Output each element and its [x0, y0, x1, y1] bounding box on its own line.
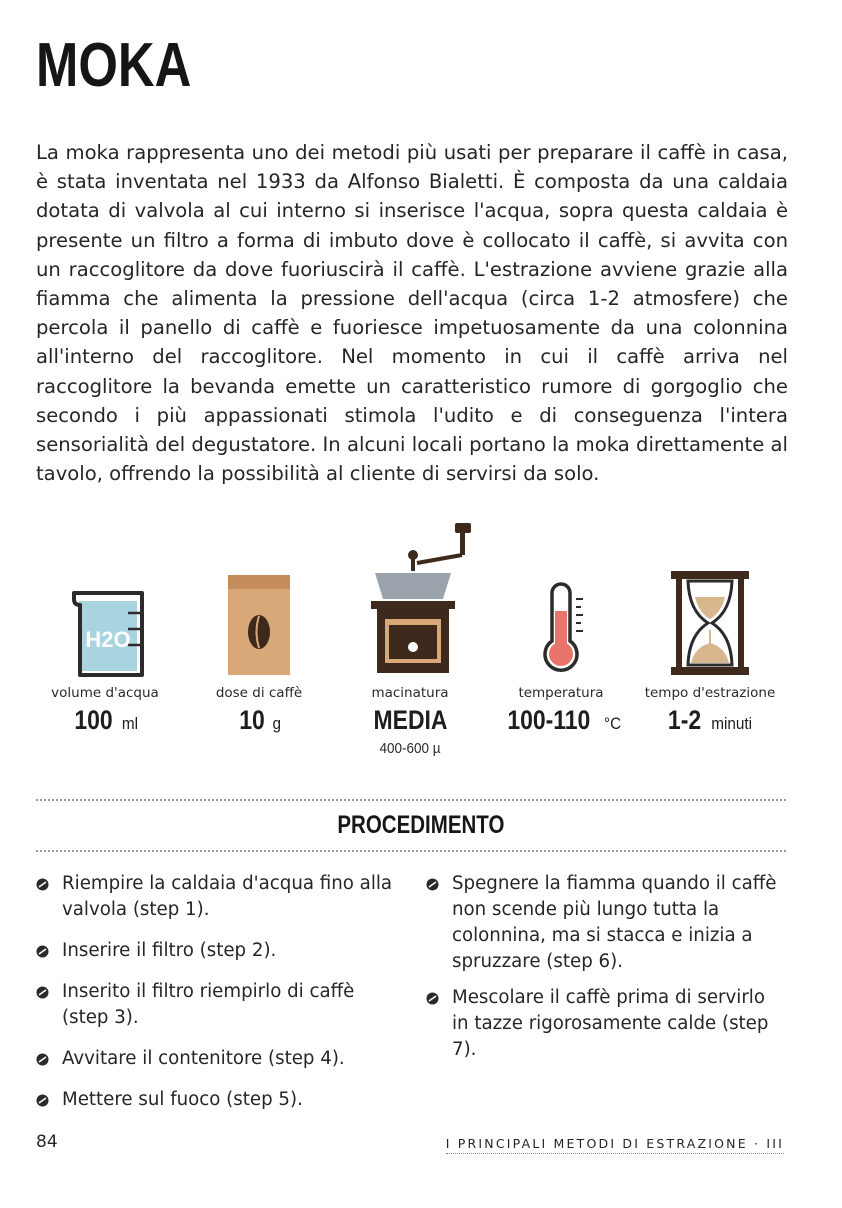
- param-temperature-label: temperatura: [518, 685, 604, 701]
- list-item: [36, 871, 396, 923]
- param-water-value: [30, 705, 180, 736]
- param-water-label: volume d'acqua: [51, 685, 159, 701]
- param-dose-label: dose di caffè: [215, 685, 303, 701]
- bullet-icon: [36, 878, 49, 891]
- page-number: 84: [36, 1132, 58, 1152]
- param-grind-value: [335, 705, 485, 736]
- procedure-list-right: [426, 871, 786, 1073]
- param-water-unit: ml: [121, 714, 139, 733]
- page-title: MOKA: [36, 31, 192, 100]
- step-text: Riempire la caldaia d'acqua fino alla valvola (step 1).: [62, 873, 393, 920]
- param-time-number: 1-2: [668, 705, 702, 735]
- measuring-jug-icon: [30, 515, 180, 680]
- step-text: Avvitare il contenitore (step 4).: [62, 1048, 345, 1069]
- param-temperature-unit: °C: [603, 714, 621, 733]
- coffee-bag-icon: [184, 515, 334, 680]
- procedure-title: [0, 811, 842, 840]
- bullet-icon: [36, 1094, 49, 1107]
- list-item: [36, 938, 396, 964]
- intro-paragraph: La moka rappresenta uno dei metodi più usati per preparare il caffè in casa, è stata inventata nel 1933 da Alfonso Bialetti. È composta da una caldaia dotata di valvola al cui interno si inserisce l'acqua, sopra questa caldaia è presente un filtro a forma di imbuto dove è collocato il caffè, si avvita con un raccoglitore da dove fuoriuscirà il caffè. L'estrazione avviene grazie alla fiamma che alimenta la pressione dell'acqua (circa 1-2 atmosfere) che percola il panello di caffè e fuoriesce impetuosamente da una colonnina all'interno del raccoglitore. Nel momento in cui il caffè arriva nel raccoglitore la bevanda emette un caratteristico rumore di gorgoglio che secondo i più appassionati stimola l'udito e di conseguenza l'intera sensorialità del degustatore. In alcuni locali portano la moka direttamente al tavolo, offrendo la possibilità al cliente di servirsi da solo.: [36, 141, 788, 486]
- param-time-value: [635, 705, 785, 736]
- param-water-number: 100: [74, 705, 113, 735]
- bullet-icon: [426, 878, 439, 891]
- bullet-icon: [36, 945, 49, 958]
- coffee-grinder-icon: [335, 515, 485, 680]
- list-item: [426, 871, 786, 975]
- param-dose-value: [184, 705, 334, 736]
- bullet-icon: [426, 992, 439, 1005]
- param-dose-number: 10: [238, 705, 265, 735]
- divider-top: [36, 799, 786, 801]
- step-text: Spegnere la fiamma quando il caffè non scende più lungo tutta la colonnina, ma si stacca e inizia a spruzzare (step 6).: [452, 873, 777, 972]
- list-item: [36, 979, 396, 1031]
- step-text: Inserito il filtro riempirlo di caffè (step 3).: [62, 981, 355, 1028]
- param-time-label: tempo d'estrazione: [644, 685, 776, 701]
- param-grind-sub: 400-600 µ: [379, 740, 441, 757]
- param-dose-unit: g: [272, 714, 281, 733]
- step-text: Mescolare il caffè prima di servirlo in tazze rigorosamente calde (step 7).: [452, 987, 769, 1060]
- jug-text: H2O: [85, 627, 131, 652]
- bullet-icon: [36, 986, 49, 999]
- step-text: Inserire il filtro (step 2).: [62, 940, 277, 961]
- param-temperature-number: 100-110: [507, 705, 591, 735]
- list-item: [36, 1046, 396, 1072]
- list-item: [36, 1087, 396, 1113]
- parameters-row: [30, 515, 800, 785]
- bullet-icon: [36, 1053, 49, 1066]
- list-item: [426, 985, 786, 1063]
- param-grind-number: MEDIA: [373, 705, 447, 735]
- param-time-unit: minuti: [711, 714, 753, 733]
- hourglass-icon: [635, 515, 785, 680]
- divider-bottom: [36, 850, 786, 852]
- running-title: I PRINCIPALI METODI DI ESTRAZIONE · III: [446, 1136, 784, 1154]
- step-text: Mettere sul fuoco (step 5).: [62, 1089, 303, 1110]
- param-temperature-value: [486, 705, 636, 736]
- procedure-title-text: PROCEDIMENTO: [337, 811, 505, 839]
- procedure-list-left: [36, 871, 396, 1128]
- thermometer-icon: [486, 515, 636, 680]
- param-grind-label: macinatura: [371, 685, 449, 701]
